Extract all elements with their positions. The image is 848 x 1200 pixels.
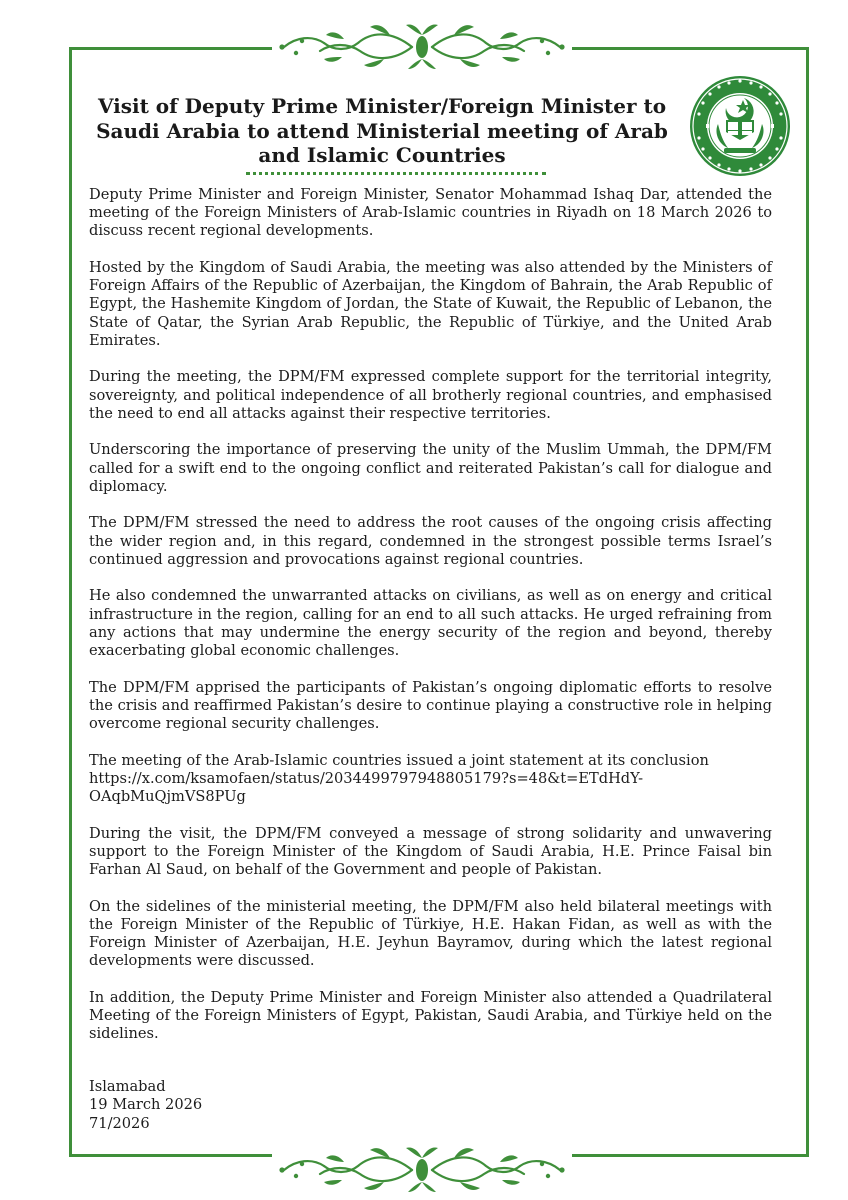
- joint-statement-paragraph: [89, 752, 772, 807]
- paragraph: During the visit, the DPM/FM conveyed a message of strong solidarity and unwavering support to the Foreign Minister of the Kingdom of Saudi Arabia, H.E. Prince Faisal bin Farhan Al Saud, on behalf of the Government and people of Pakistan.: [89, 824, 772, 879]
- paragraph: In addition, the Deputy Prime Minister and Foreign Minister also attended a Quadrilateral Meeting of the Foreign Ministers of Egypt, Pakistan, Saudi Arabia, and Türkiye held on the sidelines.: [89, 988, 772, 1043]
- page-title: Visit of Deputy Prime Minister/Foreign Minister to Saudi Arabia to attend Ministerial meeting of Arab and Islamic Countries: [96, 94, 668, 167]
- paragraph: On the sidelines of the ministerial meeting, the DPM/FM also held bilateral meetings with the Foreign Minister of the Republic of Türkiye, H.E. Hakan Fidan, as well as with the Foreign Minister of Azerbaijan, H.E. Jeyhun Bayramov, during which the latest regional developments were discussed.: [89, 897, 772, 970]
- paragraph: The DPM/FM apprised the participants of Pakistan’s ongoing diplomatic efforts to resolve the crisis and reaffirmed Pakistan’s desire to continue playing a constructive role in helping overcome regional security challenges.: [89, 678, 772, 733]
- paragraph: Deputy Prime Minister and Foreign Minister, Senator Mohammad Ishaq Dar, attended the meeting of the Foreign Ministers of Arab-Islamic countries in Riyadh on 18 March 2026 to discuss recent regional developments.: [89, 186, 772, 240]
- paragraph: Underscoring the importance of preserving the unity of the Muslim Ummah, the DPM/FM called for a swift end to the ongoing conflict and reiterated Pakistan’s call for dialogue and diplomacy.: [89, 441, 772, 495]
- signoff-reference: 71/2026: [89, 1114, 150, 1132]
- top-ornament: [272, 17, 572, 75]
- joint-statement-link[interactable]: https://x.com/ksamofaen/status/2034499797948805179?s=48&t=ETdHdY-OAqbMuQjmVS8PUg: [89, 769, 644, 806]
- joint-statement-text: The meeting of the Arab-Islamic countries issued a joint statement at its conclusion: [89, 751, 709, 769]
- signoff-place: Islamabad: [89, 1078, 166, 1095]
- paragraph: Hosted by the Kingdom of Saudi Arabia, the meeting was also attended by the Ministers of Foreign Affairs of the Republic of Azerbaijan, the Kingdom of Bahrain, the Arab Republic of Egypt, the Hashemite Kingdom of Jordan, the State of Kuwait, the Republic of Lebanon, the State of Qatar, the Syrian Arab Republic, the Republic of Türkiye, and the United Arab Emirates.: [89, 259, 772, 349]
- signoff: [89, 1078, 389, 1133]
- bottom-ornament: [272, 1140, 572, 1198]
- signoff-date: 19 March 2026: [89, 1096, 203, 1114]
- title-divider: [246, 172, 546, 175]
- paragraph: During the meeting, the DPM/FM expressed complete support for the territorial integrity, sovereignty, and political independence of all brotherly regional countries, and emphasised the need to end all attacks against their respective territories.: [89, 368, 772, 422]
- ministry-seal: [688, 74, 792, 178]
- press-release-body: [89, 186, 772, 1062]
- paragraph: He also condemned the unwarranted attacks on civilians, as well as on energy and critical infrastructure in the region, calling for an end to all such attacks. He urged refraining from any actions that may undermine the energy security of the region and beyond, thereby exacerbating global economic challenges.: [89, 587, 772, 660]
- paragraph: The DPM/FM stressed the need to address the root causes of the ongoing crisis affecting the wider region and, in this regard, condemned in the strongest possible terms Israel’s continued aggression and provocations against regional countries.: [89, 514, 772, 568]
